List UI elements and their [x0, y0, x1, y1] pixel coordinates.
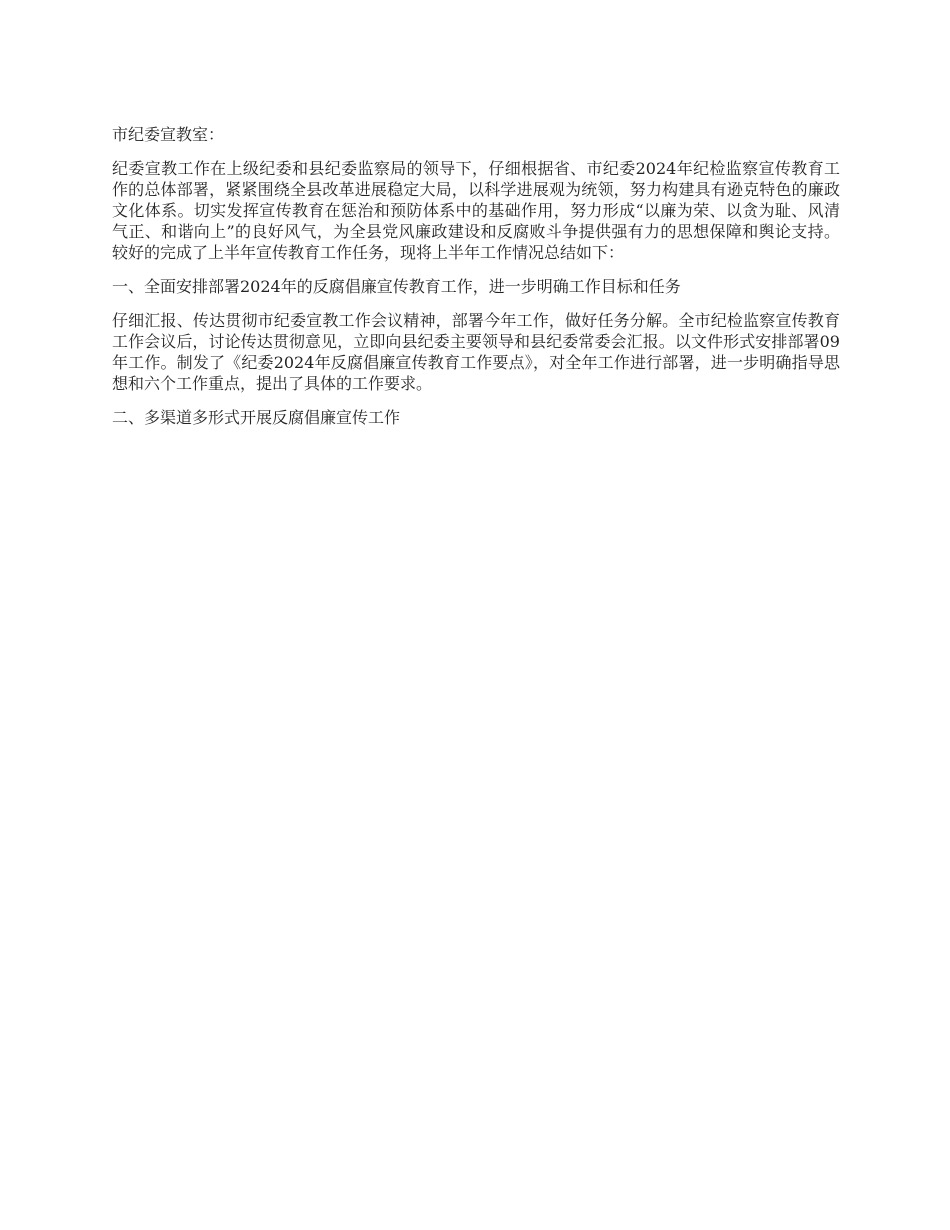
intro-paragraph: 纪委宣教工作在上级纪委和县纪委监察局的领导下，仔细根据省、市纪委2024年纪检监察宣传教育工作的总体部署，紧紧围绕全县改革进展稳定大局，以科学进展观为统领，努力构建具有逊克特色的廉政文化体系。切实发挥宣传教育在惩治和预防体系中的基础作用，努力形成“以廉为荣、以贪为耻、风清气正、和谐向上”的良好风气，为全县党风廉政建设和反腐败斗争提供强有力的思想保障和舆论支持。较好的完成了上半年宣传教育工作任务，现将上半年工作情况总结如下：	[112, 159, 840, 262]
section-heading-2: 二、多渠道多形式开展反腐倡廉宣传工作	[112, 408, 401, 427]
salutation: 市纪委宣教室：	[112, 125, 225, 144]
body-paragraph-1: 仔细汇报、传达贯彻市纪委宣教工作会议精神，部署今年工作，做好任务分解。全市纪检监察宣传教育工作会议后，讨论传达贯彻意见，立即向县纪委主要领导和县纪委常委会汇报。以文件形式安排部署09年工作。制发了《纪委2024年反腐倡廉宣传教育工作要点》，对全年工作进行部署，进一步明确指导思想和六个工作重点，提出了具体的工作要求。	[112, 311, 840, 393]
document-page	[112, 124, 840, 441]
section-heading-1: 一、全面安排部署2024年的反腐倡廉宣传教育工作，进一步明确工作目标和任务	[112, 277, 681, 296]
